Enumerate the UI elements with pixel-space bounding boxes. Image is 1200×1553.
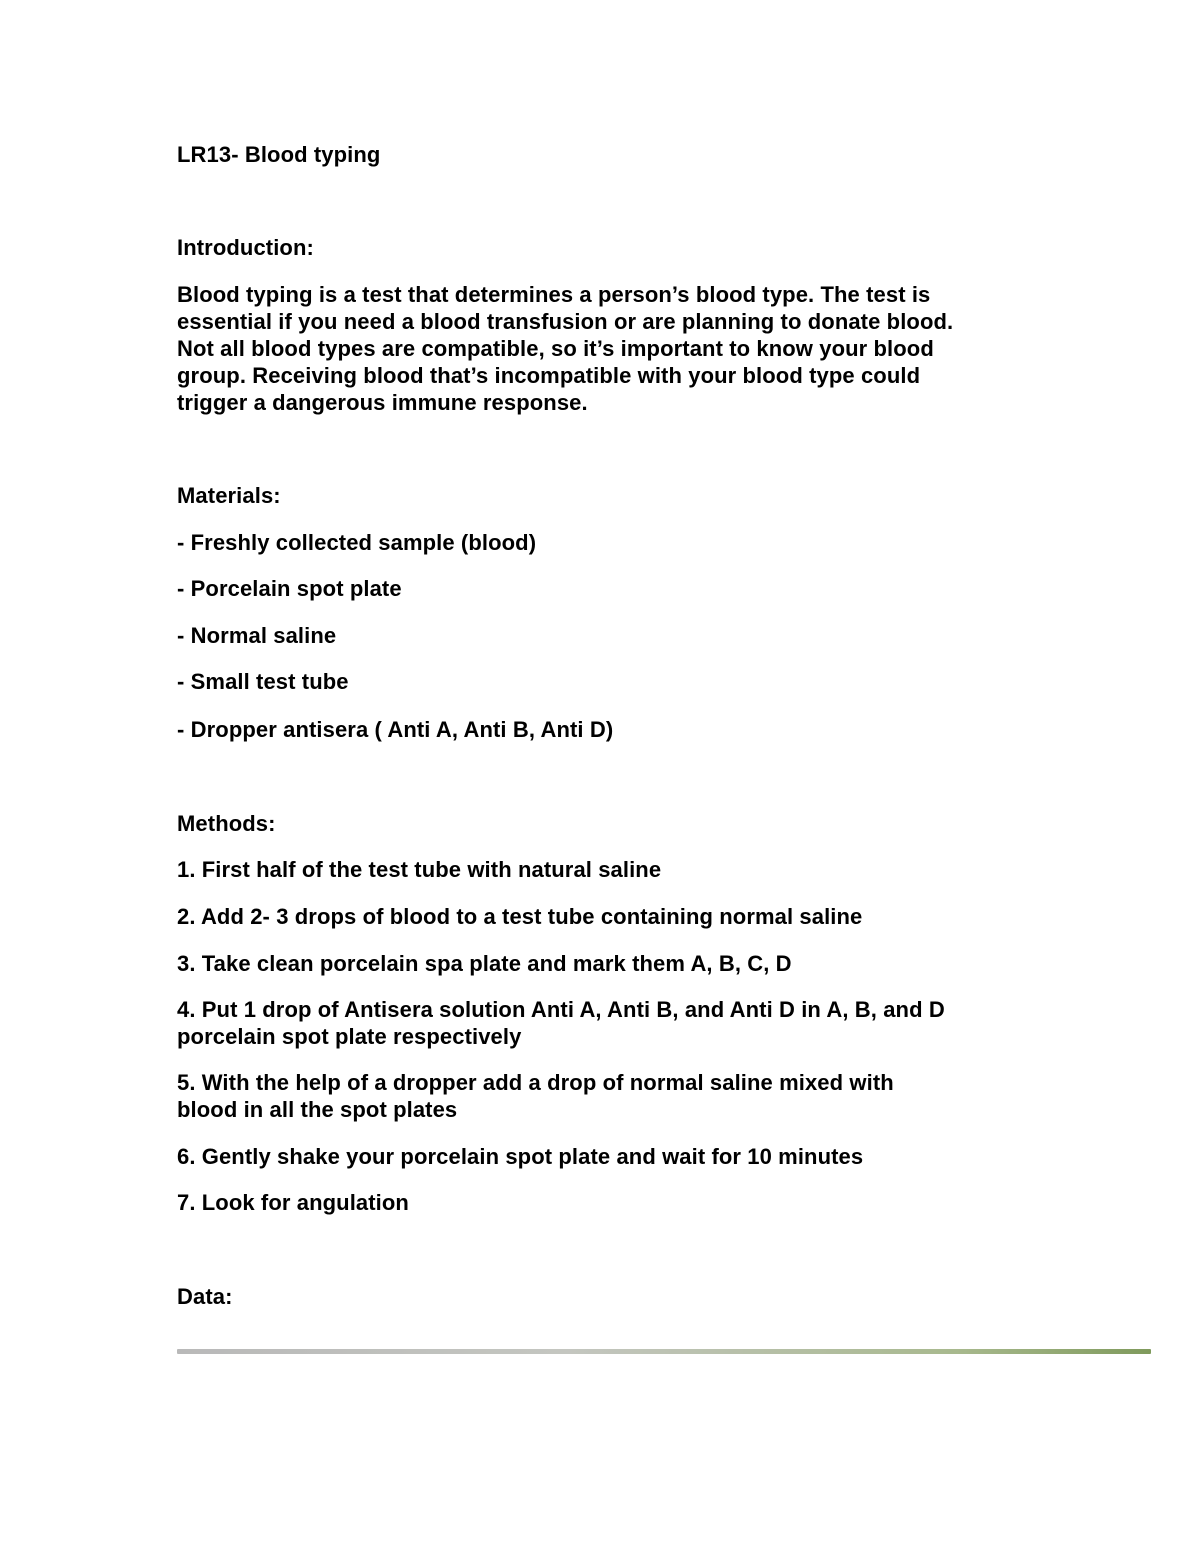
introduction-line: trigger a dangerous immune response. bbox=[177, 390, 588, 415]
introduction-line: essential if you need a blood transfusion or are planning to donate blood. bbox=[177, 309, 954, 334]
methods-step: 5. With the help of a dropper add a drop of normal saline mixed with bbox=[177, 1070, 894, 1095]
methods-step-continuation: porcelain spot plate respectively bbox=[177, 1024, 522, 1049]
methods-step: 3. Take clean porcelain spa plate and mark them A, B, C, D bbox=[177, 951, 792, 976]
materials-item: - Normal saline bbox=[177, 623, 337, 648]
materials-item: - Porcelain spot plate bbox=[177, 576, 402, 601]
data-heading: Data: bbox=[177, 1284, 233, 1309]
document-title: LR13- Blood typing bbox=[177, 142, 381, 167]
introduction-line: Blood typing is a test that determines a person’s blood type. The test is bbox=[177, 282, 931, 307]
methods-step-continuation: blood in all the spot plates bbox=[177, 1097, 458, 1122]
materials-item: - Small test tube bbox=[177, 669, 349, 694]
introduction-heading: Introduction: bbox=[177, 235, 314, 260]
materials-heading: Materials: bbox=[177, 483, 281, 508]
materials-item: - Dropper antisera ( Anti A, Anti B, Anti D) bbox=[177, 717, 614, 742]
methods-heading: Methods: bbox=[177, 811, 276, 836]
methods-step: 7. Look for angulation bbox=[177, 1190, 409, 1215]
methods-step: 6. Gently shake your porcelain spot plate and wait for 10 minutes bbox=[177, 1144, 864, 1169]
horizontal-divider bbox=[177, 1349, 1151, 1354]
introduction-line: Not all blood types are compatible, so it’s important to know your blood bbox=[177, 336, 934, 361]
methods-step: 4. Put 1 drop of Antisera solution Anti A, Anti B, and Anti D in A, B, and D bbox=[177, 997, 945, 1022]
methods-step: 1. First half of the test tube with natural saline bbox=[177, 857, 662, 882]
materials-item: - Freshly collected sample (blood) bbox=[177, 530, 537, 555]
methods-step: 2. Add 2- 3 drops of blood to a test tube containing normal saline bbox=[177, 904, 863, 929]
introduction-line: group. Receiving blood that’s incompatible with your blood type could bbox=[177, 363, 921, 388]
